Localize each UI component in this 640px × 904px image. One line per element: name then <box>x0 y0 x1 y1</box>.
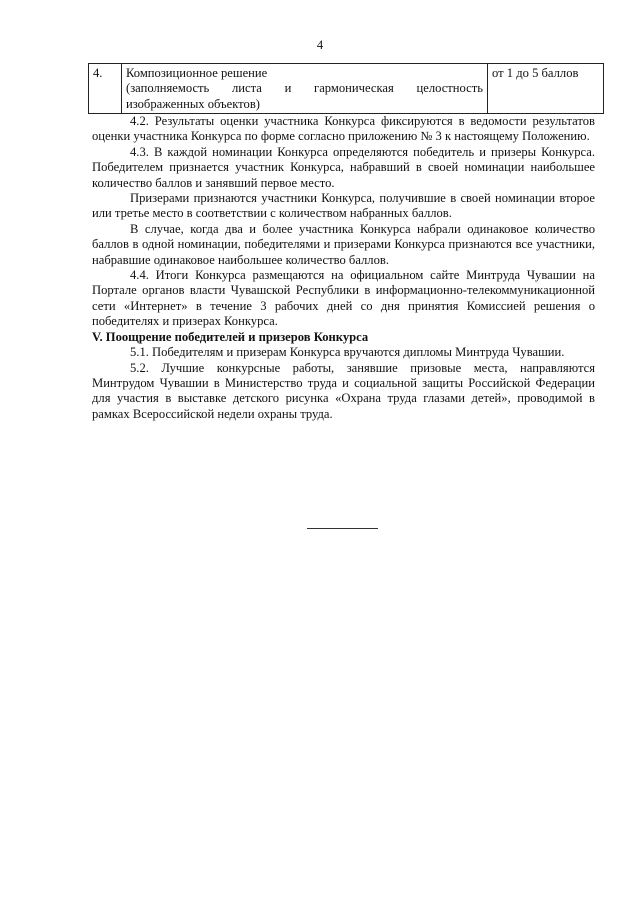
paragraph-prize-winners: Призерами признаются участники Конкурса, получившие в своей номинации второе или третье место в соответствии с количеством набранных баллов. <box>92 191 595 221</box>
paragraph-5-2: 5.2. Лучшие конкурсные работы, занявшие призовые места, направляются Минтрудом Чувашии в Министерство труда и социальной защиты Российской Федерации для участия в выставке детского рисунка «Охрана труда глазами детей», проводимой в рамках Всероссийской недели охраны труда. <box>92 360 595 421</box>
criteria-table <box>88 63 604 114</box>
table-row <box>89 64 604 114</box>
paragraph-4-2: 4.2. Результаты оценки участника Конкурса фиксируются в ведомости результатов оценки участника Конкурса по форме согласно приложению № 3 к настоящему Положению. <box>92 114 595 144</box>
criterion-detail: (заполняемость листа и гармоническая целостность изображенных объектов) <box>126 81 483 111</box>
criterion-score: от 1 до 5 баллов <box>488 64 604 114</box>
end-divider <box>307 528 378 529</box>
paragraph-4-4: 4.4. Итоги Конкурса размещаются на официальном сайте Минтруда Чувашии на Портале органов власти Чувашской Республики в информационно-телекоммуникационной сети «Интернет» в течение 3 рабочих дней со дня принятия Комиссией решения о победителях и призерах Конкурса. <box>92 268 595 329</box>
paragraph-4-3: 4.3. В каждой номинации Конкурса определяются победитель и призеры Конкурса. Победителем признается участник Конкурса, набравший в своей номинации наибольшее количество баллов и занявший первое место. <box>92 144 595 190</box>
page-number: 4 <box>316 38 324 52</box>
paragraph-5-1: 5.1. Победителям и призерам Конкурса вручаются дипломы Минтруда Чувашии. <box>130 345 565 360</box>
paragraph-tie-rule: В случае, когда два и более участника Конкурса набрали одинаковое количество баллов в одной номинации, победителями и призерами Конкурса признаются все участники, набравшие одинаковое наибольшее количество баллов. <box>92 221 595 267</box>
criterion-number: 4. <box>89 64 122 114</box>
section-heading: V. Поощрение победителей и призеров Конкурса <box>92 329 369 344</box>
document-body <box>92 114 595 422</box>
criterion-title: Композиционное решение <box>126 66 268 80</box>
criterion-name-cell <box>122 64 488 114</box>
